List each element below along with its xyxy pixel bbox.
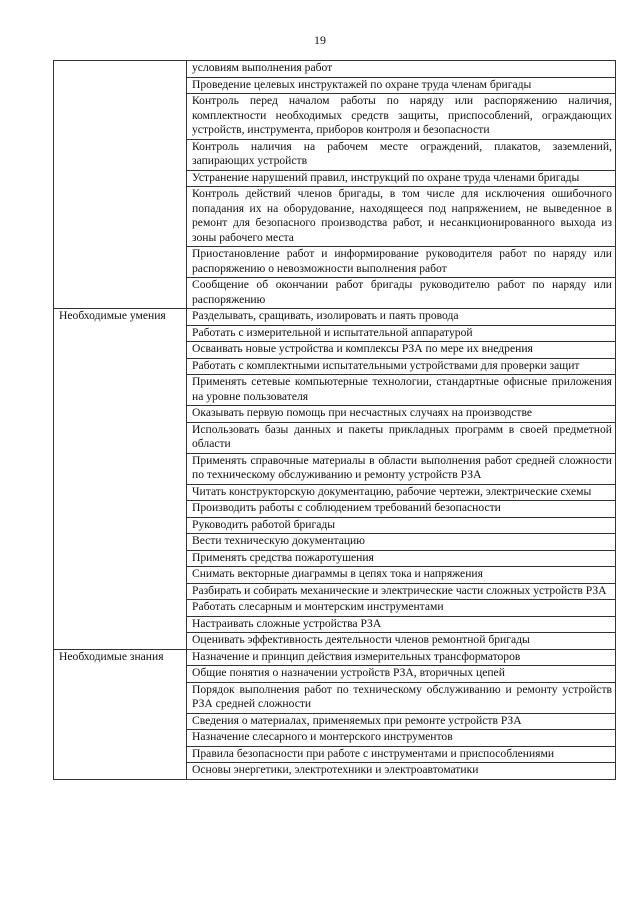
table-row [54, 309, 616, 326]
table-cell: Работать с комплектными испытательными устройствами для проверки защит [187, 358, 616, 375]
table-cell: Применять справочные материалы в области выполнения работ средней сложности по техническому обслуживанию и ремонту устройств РЗА [187, 453, 616, 484]
table-cell: Производить работы с соблюдением требований безопасности [187, 501, 616, 518]
requirements-table-body [54, 61, 616, 780]
table-cell: Сообщение об окончании работ бригады руководителю работ по наряду или распоряжению [187, 278, 616, 309]
table-cell: Основы энергетики, электротехники и электроавтоматики [187, 763, 616, 780]
table-cell: Правила безопасности при работе с инструментами и приспособлениями [187, 746, 616, 763]
table-cell: Общие понятия о назначении устройств РЗА, вторичных цепей [187, 666, 616, 683]
table-cell: Работать с измерительной и испытательной аппаратурой [187, 325, 616, 342]
table-cell: Контроль действий членов бригады, в том числе для исключения ошибочного попадания их на оборудование, находящееся под напряжением, не выведенное в ремонт для безопасного производства работ, и несанкционированного выхода из зоны рабочего места [187, 187, 616, 247]
table-cell: Разбирать и собирать механические и электрические части сложных устройств РЗА [187, 583, 616, 600]
table-cell: Руководить работой бригады [187, 517, 616, 534]
section-label-cell [54, 649, 187, 779]
table-cell: Разделывать, сращивать, изолировать и паять провода [187, 309, 616, 326]
table-cell: Использовать базы данных и пакеты прикладных программ в своей предметной области [187, 422, 616, 453]
table-cell: Устранение нарушений правил, инструкций по охране труда членами бригады [187, 170, 616, 187]
table-row [54, 61, 616, 78]
table-cell: Оценивать эффективность деятельности членов ремонтной бригады [187, 633, 616, 650]
table-cell: Применять средства пожаротушения [187, 550, 616, 567]
table-cell: Работать слесарным и монтерским инструментами [187, 600, 616, 617]
section-label-cell [54, 61, 187, 309]
table-cell: Порядок выполнения работ по техническому обслуживанию и ремонту устройств РЗА средней сложности [187, 682, 616, 713]
table-cell: условиям выполнения работ [187, 61, 616, 78]
table-cell: Назначение и принцип действия измерительных трансформаторов [187, 649, 616, 666]
table-cell: Применять сетевые компьютерные технологии, стандартные офисные приложения на уровне пользователя [187, 375, 616, 406]
table-cell: Вести техническую документацию [187, 534, 616, 551]
table-cell: Сведения о материалах, применяемых при ремонте устройств РЗА [187, 713, 616, 730]
table-cell: Оказывать первую помощь при несчастных случаях на производстве [187, 406, 616, 423]
section-label: Необходимые умения [59, 309, 166, 322]
table-row [54, 649, 616, 666]
section-label: Необходимые знания [59, 649, 164, 663]
table-cell: Проведение целевых инструктажей по охране труда членам бригады [187, 77, 616, 94]
section-label-cell [54, 309, 187, 650]
table-cell: Читать конструкторскую документацию, рабочие чертежи, электрические схемы [187, 484, 616, 501]
table-cell: Контроль наличия на рабочем месте ограждений, плакатов, заземлений, запирающих устройств [187, 139, 616, 170]
page-number: 19 [314, 33, 326, 47]
table-cell: Снимать векторные диаграммы в цепях тока и напряжения [187, 567, 616, 584]
table-cell: Осваивать новые устройства и комплексы РЗА по мере их внедрения [187, 342, 616, 359]
table-cell: Настраивать сложные устройства РЗА [187, 616, 616, 633]
table-cell: Контроль перед началом работы по наряду или распоряжению наличия, комплектности необходимых средств защиты, приспособлений, ограждающих устройств, инструмента, приборов контроля и безопасности [187, 94, 616, 140]
table-cell: Назначение слесарного и монтерского инструментов [187, 730, 616, 747]
table-cell: Приостановление работ и информирование руководителя работ по наряду или распоряжению о невозможности выполнения работ [187, 247, 616, 278]
requirements-table [53, 60, 616, 780]
